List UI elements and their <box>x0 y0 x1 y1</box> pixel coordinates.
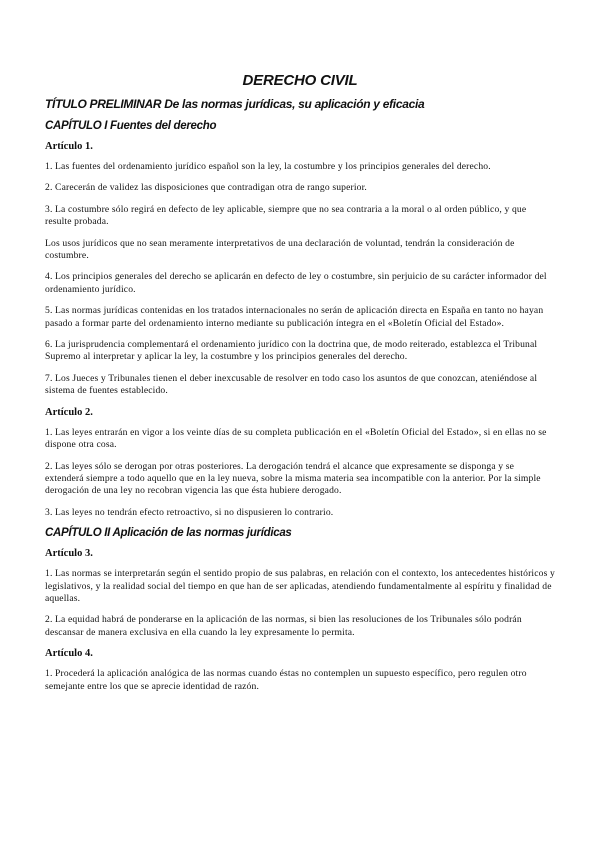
articulo-2-paragraph-2: 2. Las leyes sólo se derogan por otras posteriores. La derogación tendrá el alcance que expresamente se disponga y se extenderá siempre a todo aquello que en la ley nueva, sobre la misma materia sea incompatible con la anterior. Por la simple derogación de una ley no recobran vigencia las que ésta hubiere derogado. <box>45 460 541 497</box>
articulo-1-paragraph-1: 1. Las fuentes del ordenamiento jurídico español son la ley, la costumbre y los principios generales del derecho. <box>45 161 491 172</box>
articulo-3-paragraph-2: 2. La equidad habrá de ponderarse en la aplicación de las normas, si bien las resoluciones de los Tribunales sólo podrán descansar de manera exclusiva en ella cuando la ley expresamente lo permita. <box>45 614 522 638</box>
capitulo-2-heading: CAPÍTULO II Aplicación de las normas jurídicas <box>45 527 292 540</box>
articulo-1-paragraph-2: 2. Carecerán de validez las disposiciones que contradigan otra de rango superior. <box>45 182 367 194</box>
document-page <box>45 72 555 702</box>
articulo-1-paragraph-3: 3. La costumbre sólo regirá en defecto de ley aplicable, siempre que no sea contraria a la moral o al orden público, y que resulte probada. <box>45 203 527 228</box>
articulo-4-heading: Artículo 4. <box>45 648 93 660</box>
articulo-4-paragraph-1: 1. Procederá la aplicación analógica de las normas cuando éstas no contemplen un supuesto específico, pero regulen otro semejante entre los que se aprecie identidad de razón. <box>45 668 527 692</box>
articulo-3-heading: Artículo 3. <box>45 548 93 560</box>
capitulo-1-heading: CAPÍTULO I Fuentes del derecho <box>45 120 217 132</box>
articulo-1-paragraph-4: 4. Los principios generales del derecho se aplicarán en defecto de ley o costumbre, sin perjuicio de su carácter informador del ordenamiento jurídico. <box>45 271 547 295</box>
articulo-3-paragraph-1: 1. Las normas se interpretarán según el sentido propio de sus palabras, en relación con el contexto, los antecedentes históricos y legislativos, y la realidad social del tiempo en que han de ser aplicadas, atendiendo fundamentalmente al espíritu y finalidad de aquellas. <box>45 568 555 604</box>
articulo-2-paragraph-3: 3. Las leyes no tendrán efecto retroactivo, si no dispusieren lo contrario. <box>45 506 334 518</box>
articulo-1-paragraph-5: 5. Las normas jurídicas contenidas en los tratados internacionales no serán de aplicación directa en España en tanto no hayan pasado a formar parte del ordenamiento interno mediante su publicación íntegra en el «Boletín Oficial del Estado». <box>45 305 544 329</box>
articulo-1-paragraph-6: 6. La jurisprudencia complementará el ordenamiento jurídico con la doctrina que, de modo reiterado, establezca el Tribunal Supremo al interpretar y aplicar la ley, la costumbre y los principios generales del derecho. <box>45 339 538 363</box>
articulo-1-paragraph-7: 7. Los Jueces y Tribunales tienen el deber inexcusable de resolver en todo caso los asuntos de que conozcan, ateniéndose al sistema de fuentes establecido. <box>45 372 538 397</box>
articulo-2-paragraph-1: 1. Las leyes entrarán en vigor a los veinte días de su completa publicación en el «Boletín Oficial del Estado», si en ellas no se dispone otra cosa. <box>45 426 547 451</box>
articulo-2-heading: Artículo 2. <box>45 406 93 418</box>
articulo-1-paragraph-3b: Los usos jurídicos que no sean meramente interpretativos de una declaración de voluntad, tendrán la consideración de costumbre. <box>45 237 515 262</box>
articulo-1-heading: Artículo 1. <box>45 141 93 152</box>
titulo-preliminar-heading: TÍTULO PRELIMINAR De las normas jurídicas, su aplicación y eficacia <box>45 97 425 111</box>
document-title: DERECHO CIVIL <box>242 72 358 89</box>
